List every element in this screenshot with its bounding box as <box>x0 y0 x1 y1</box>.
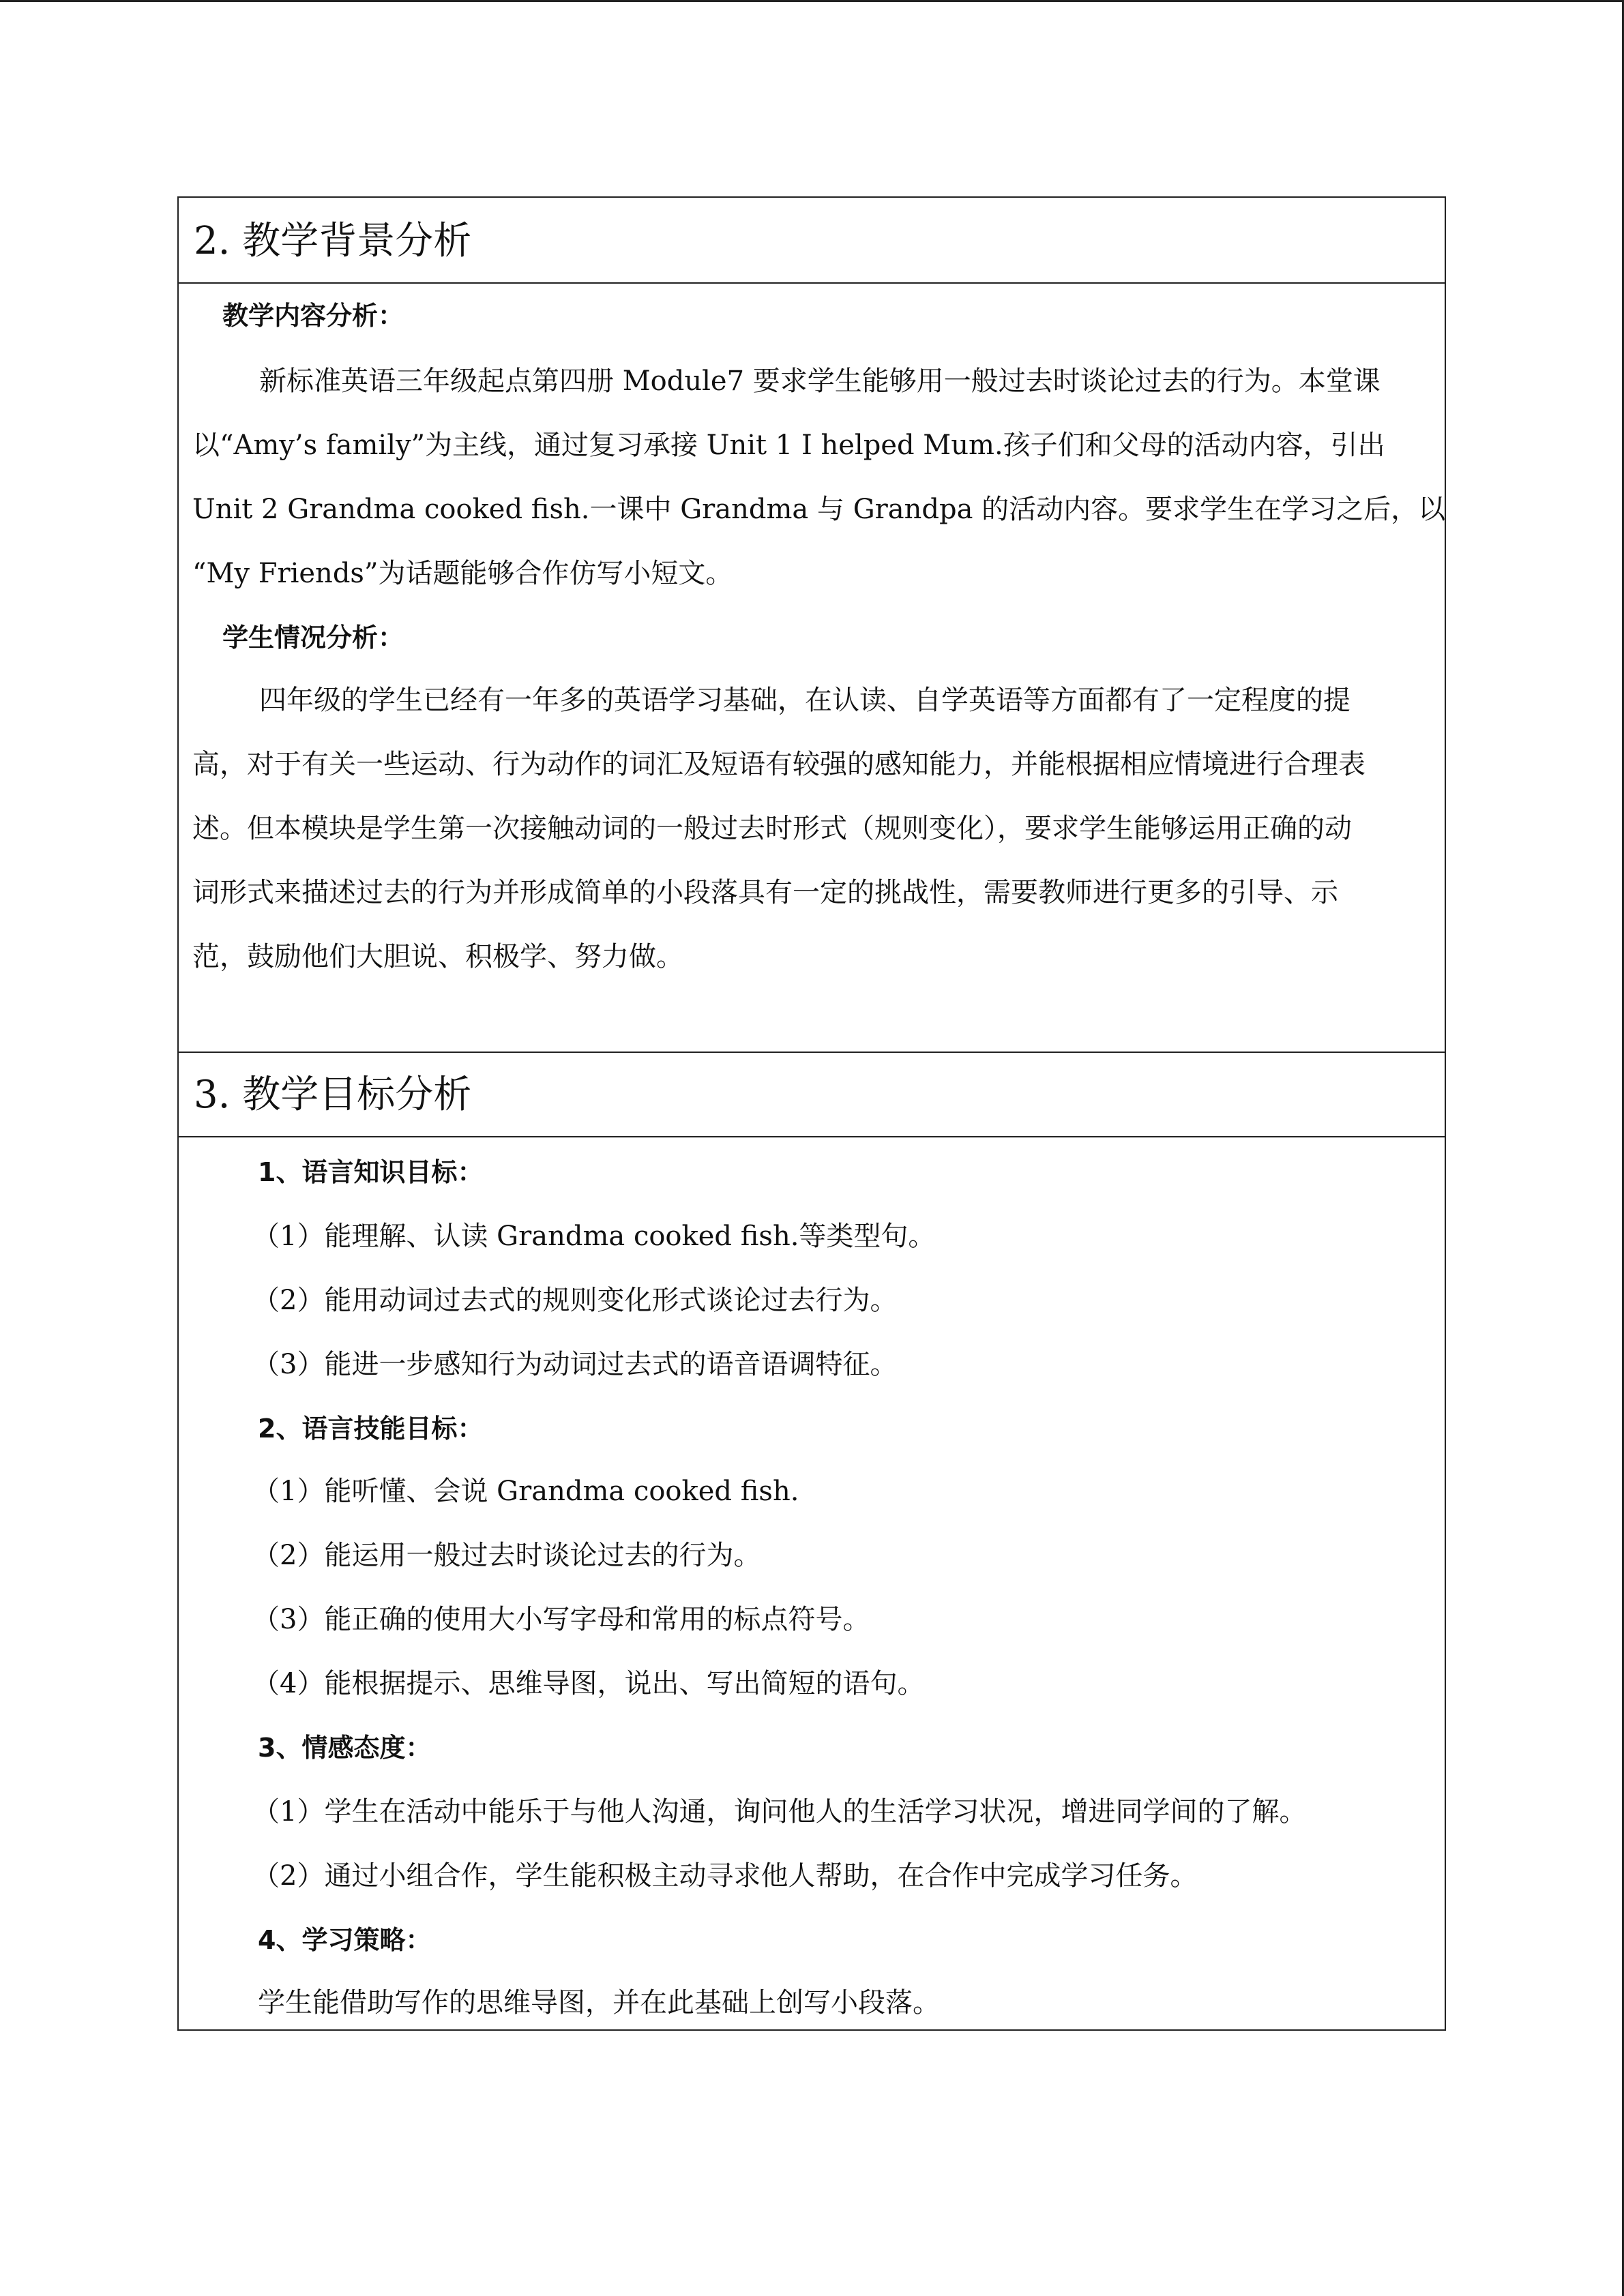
student-line-2: 高，对于有关一些运动、行为动作的词汇及短语有较强的感知能力，并能根据相应情境进行合理表 <box>192 749 1365 780</box>
student-line-3: 述。但本模块是学生第一次接触动词的一般过去时形式（规则变化），要求学生能够运用正确的动 <box>192 813 1352 844</box>
content-line-2: 以“Amy’s family”为主线，通过复习承接 Unit 1 I helped Mum.孩子们和父母的活动内容，引出 <box>192 430 1385 461</box>
student-line-5: 范，鼓励他们大胆说、积极学、努力做。 <box>192 941 683 972</box>
goal-1-heading: 1、语言知识目标： <box>258 1157 484 1187</box>
goal-4-heading: 4、学习策略： <box>258 1925 432 1955</box>
section-2-title: 2. 教学背景分析 <box>194 219 472 263</box>
goal-1-item-1: （1）能理解、认读 Grandma cooked fish.等类型句。 <box>252 1221 936 1252</box>
goal-2-item-4: （4）能根据提示、思维导图，说出、写出简短的语句。 <box>252 1668 925 1699</box>
page-top-edge <box>0 0 1624 2</box>
document-table <box>177 196 1446 2031</box>
section-3-header <box>179 1052 1445 1137</box>
goal-2-item-1: （1）能听懂、会说 Grandma cooked fish. <box>252 1476 799 1507</box>
goal-2-item-3: （3）能正确的使用大小写字母和常用的标点符号。 <box>252 1604 870 1635</box>
content-line-3: Unit 2 Grandma cooked fish.一课中 Grandma 与 Grandpa 的活动内容。要求学生在学习之后，以 <box>192 494 1446 525</box>
goal-1-item-3: （3）能进一步感知行为动词过去式的语音语调特征。 <box>252 1349 898 1380</box>
goal-1-item-2: （2）能用动词过去式的规则变化形式谈论过去行为。 <box>252 1285 898 1316</box>
content-line-1: 新标准英语三年级起点第四册 Module7 要求学生能够用一般过去时谈论过去的行为。本堂课 <box>259 366 1381 397</box>
goal-3-item-1: （1）学生在活动中能乐于与他人沟通，询问他人的生活学习状况，增进同学间的了解。 <box>252 1796 1307 1828</box>
content-analysis-heading: 教学内容分析： <box>222 301 404 331</box>
student-line-4: 词形式来描述过去的行为并形成简单的小段落具有一定的挑战性，需要教师进行更多的引导、示 <box>192 877 1338 908</box>
goal-2-item-2: （2）能运用一般过去时谈论过去的行为。 <box>252 1540 761 1571</box>
student-line-1: 四年级的学生已经有一年多的英语学习基础，在认读、自学英语等方面都有了一定程度的提 <box>259 685 1350 716</box>
goal-3-heading: 3、情感态度： <box>258 1733 432 1763</box>
student-analysis-heading: 学生情况分析： <box>222 623 404 653</box>
section-2-header <box>179 198 1445 284</box>
section-3-title: 3. 教学目标分析 <box>194 1073 472 1117</box>
goal-3-item-2: （2）通过小组合作，学生能积极主动寻求他人帮助，在合作中完成学习任务。 <box>252 1860 1198 1892</box>
goal-4-item-1: 学生能借助写作的思维导图，并在此基础上创写小段落。 <box>258 1987 940 2018</box>
content-line-4: “My Friends”为话题能够合作仿写小短文。 <box>192 558 733 589</box>
goal-2-heading: 2、语言技能目标： <box>258 1414 484 1444</box>
